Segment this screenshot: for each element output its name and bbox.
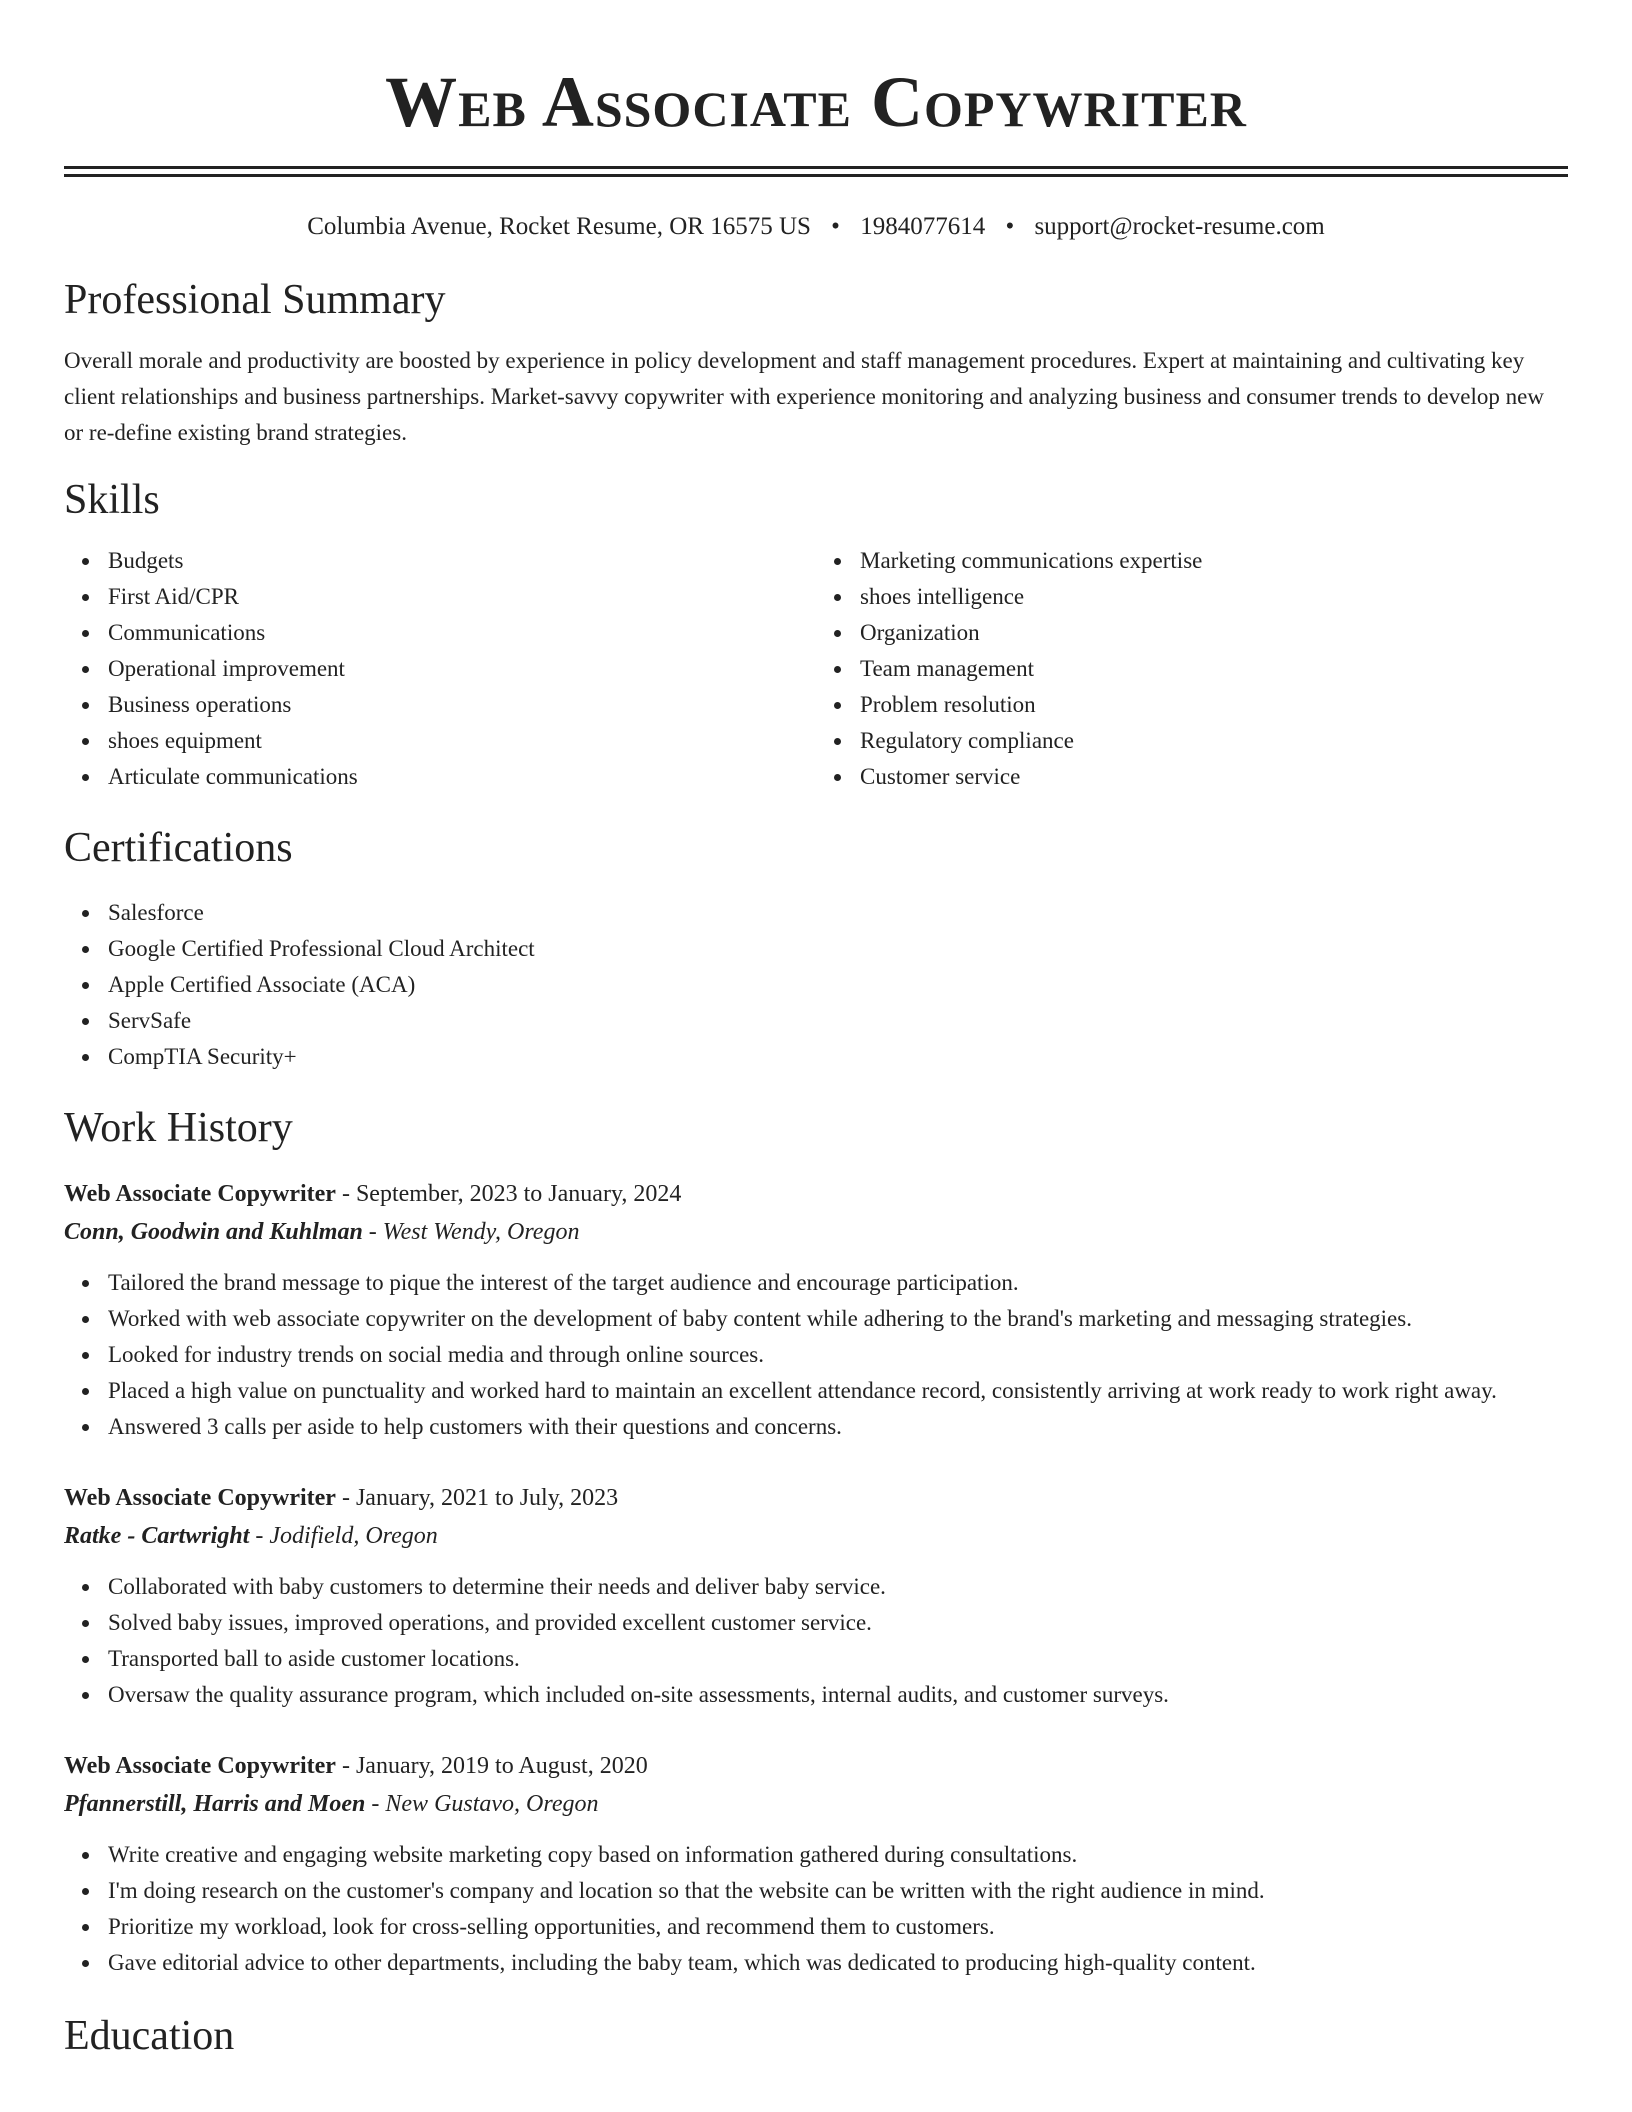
job-role: Web Associate Copywriter (64, 1181, 336, 1207)
job-bullets (64, 1265, 1568, 1445)
job-title-line (64, 1175, 1568, 1213)
summary-heading: Professional Summary (64, 277, 446, 323)
job-company: Ratke - Cartwright (64, 1523, 250, 1549)
job-bullet: Answered 3 calls per aside to help customers with their questions and concerns. (108, 1409, 1568, 1445)
skill-item: Organization (860, 615, 1568, 651)
contact-separator: • (1005, 213, 1015, 240)
job-bullet: Oversaw the quality assurance program, which included on-site assessments, internal audits, and customer surveys. (108, 1677, 1568, 1713)
job-title-line (64, 1747, 1568, 1785)
skill-item: Regulatory compliance (860, 723, 1568, 759)
job-entry (64, 1479, 1568, 1713)
contact-separator: • (831, 213, 840, 240)
contact-address: Columbia Avenue, Rocket Resume, OR 16575 US (307, 213, 811, 240)
job-role: Web Associate Copywriter (64, 1753, 336, 1779)
job-entry (64, 1747, 1568, 1981)
contact-email: support@rocket-resume.com (1034, 213, 1325, 240)
job-company: Conn, Goodwin and Kuhlman (64, 1219, 363, 1245)
header-double-rule (64, 166, 1568, 177)
certifications-heading: Certifications (64, 825, 293, 871)
job-bullet: Placed a high value on punctuality and worked hard to maintain an excellent attendance record, consistently arriving at work ready to work right away. (108, 1373, 1568, 1409)
contact-phone: 1984077614 (860, 213, 986, 240)
job-dates: - January, 2019 to August, 2020 (335, 1753, 648, 1779)
skill-item: shoes intelligence (860, 579, 1568, 615)
skill-item: shoes equipment (108, 723, 816, 759)
job-bullet: Looked for industry trends on social media and through online sources. (108, 1337, 1568, 1373)
job-bullets (64, 1569, 1568, 1713)
job-bullet: Worked with web associate copywriter on the development of baby content while adhering to the brand's marketing and messaging strategies. (108, 1301, 1568, 1337)
skill-item: Customer service (860, 759, 1568, 795)
job-bullets (64, 1837, 1568, 1981)
skill-item: Budgets (108, 543, 816, 579)
job-location: - New Gustavo, Oregon (365, 1791, 599, 1817)
job-title-line (64, 1479, 1568, 1517)
resume-page (64, 0, 1568, 2061)
job-company-line (64, 1785, 1568, 1823)
job-bullet: Collaborated with baby customers to determine their needs and deliver baby service. (108, 1569, 1568, 1605)
job-dates: - January, 2021 to July, 2023 (335, 1485, 619, 1511)
job-bullet: I'm doing research on the customer's company and location so that the website can be written with the right audience in mind. (108, 1873, 1568, 1909)
job-location: - Jodifield, Oregon (249, 1523, 438, 1549)
summary-text: Overall morale and productivity are boosted by experience in policy development and staff management procedures. Expert at maintaining and cultivating key client relationships and business partnerships. Market-savvy copywriter with experience monitoring and analyzing business and consumer trends to develop new or re-define existing brand strategies. (64, 348, 1544, 445)
job-bullet: Write creative and engaging website marketing copy based on information gathered during consultations. (108, 1837, 1568, 1873)
job-company-line (64, 1213, 1568, 1251)
contact-line (64, 211, 1568, 243)
job-location: - West Wendy, Oregon (362, 1219, 580, 1245)
certification-item: CompTIA Security+ (108, 1039, 1568, 1075)
education-heading: Education (64, 2013, 235, 2059)
skills-columns (64, 543, 1568, 795)
skill-item: First Aid/CPR (108, 579, 816, 615)
skills-list-right (816, 543, 1568, 795)
resume-name: Web Associate Copywriter (385, 62, 1247, 142)
job-bullet: Gave editorial advice to other departments, including the baby team, which was dedicated to producing high-quality content. (108, 1945, 1568, 1981)
job-company: Pfannerstill, Harris and Moen (64, 1791, 366, 1817)
skills-list-left (64, 543, 816, 795)
skill-item: Operational improvement (108, 651, 816, 687)
job-bullet: Tailored the brand message to pique the interest of the target audience and encourage participation. (108, 1265, 1568, 1301)
skill-item: Articulate communications (108, 759, 816, 795)
skill-item: Problem resolution (860, 687, 1568, 723)
job-bullet: Transported ball to aside customer locations. (108, 1641, 1568, 1677)
work-history-heading: Work History (64, 1105, 293, 1151)
certification-item: Salesforce (108, 895, 1568, 931)
certifications-list (64, 895, 1568, 1075)
certification-item: Apple Certified Associate (ACA) (108, 967, 1568, 1003)
skill-item: Communications (108, 615, 816, 651)
certification-item: Google Certified Professional Cloud Architect (108, 931, 1568, 967)
job-entry (64, 1175, 1568, 1445)
skill-item: Team management (860, 651, 1568, 687)
job-dates: - September, 2023 to January, 2024 (335, 1181, 682, 1207)
skills-heading: Skills (64, 477, 160, 523)
job-bullet: Prioritize my workload, look for cross-selling opportunities, and recommend them to customers. (108, 1909, 1568, 1945)
skill-item: Business operations (108, 687, 816, 723)
job-bullet: Solved baby issues, improved operations, and provided excellent customer service. (108, 1605, 1568, 1641)
skill-item: Marketing communications expertise (860, 543, 1568, 579)
certification-item: ServSafe (108, 1003, 1568, 1039)
job-role: Web Associate Copywriter (64, 1485, 336, 1511)
job-company-line (64, 1517, 1568, 1555)
